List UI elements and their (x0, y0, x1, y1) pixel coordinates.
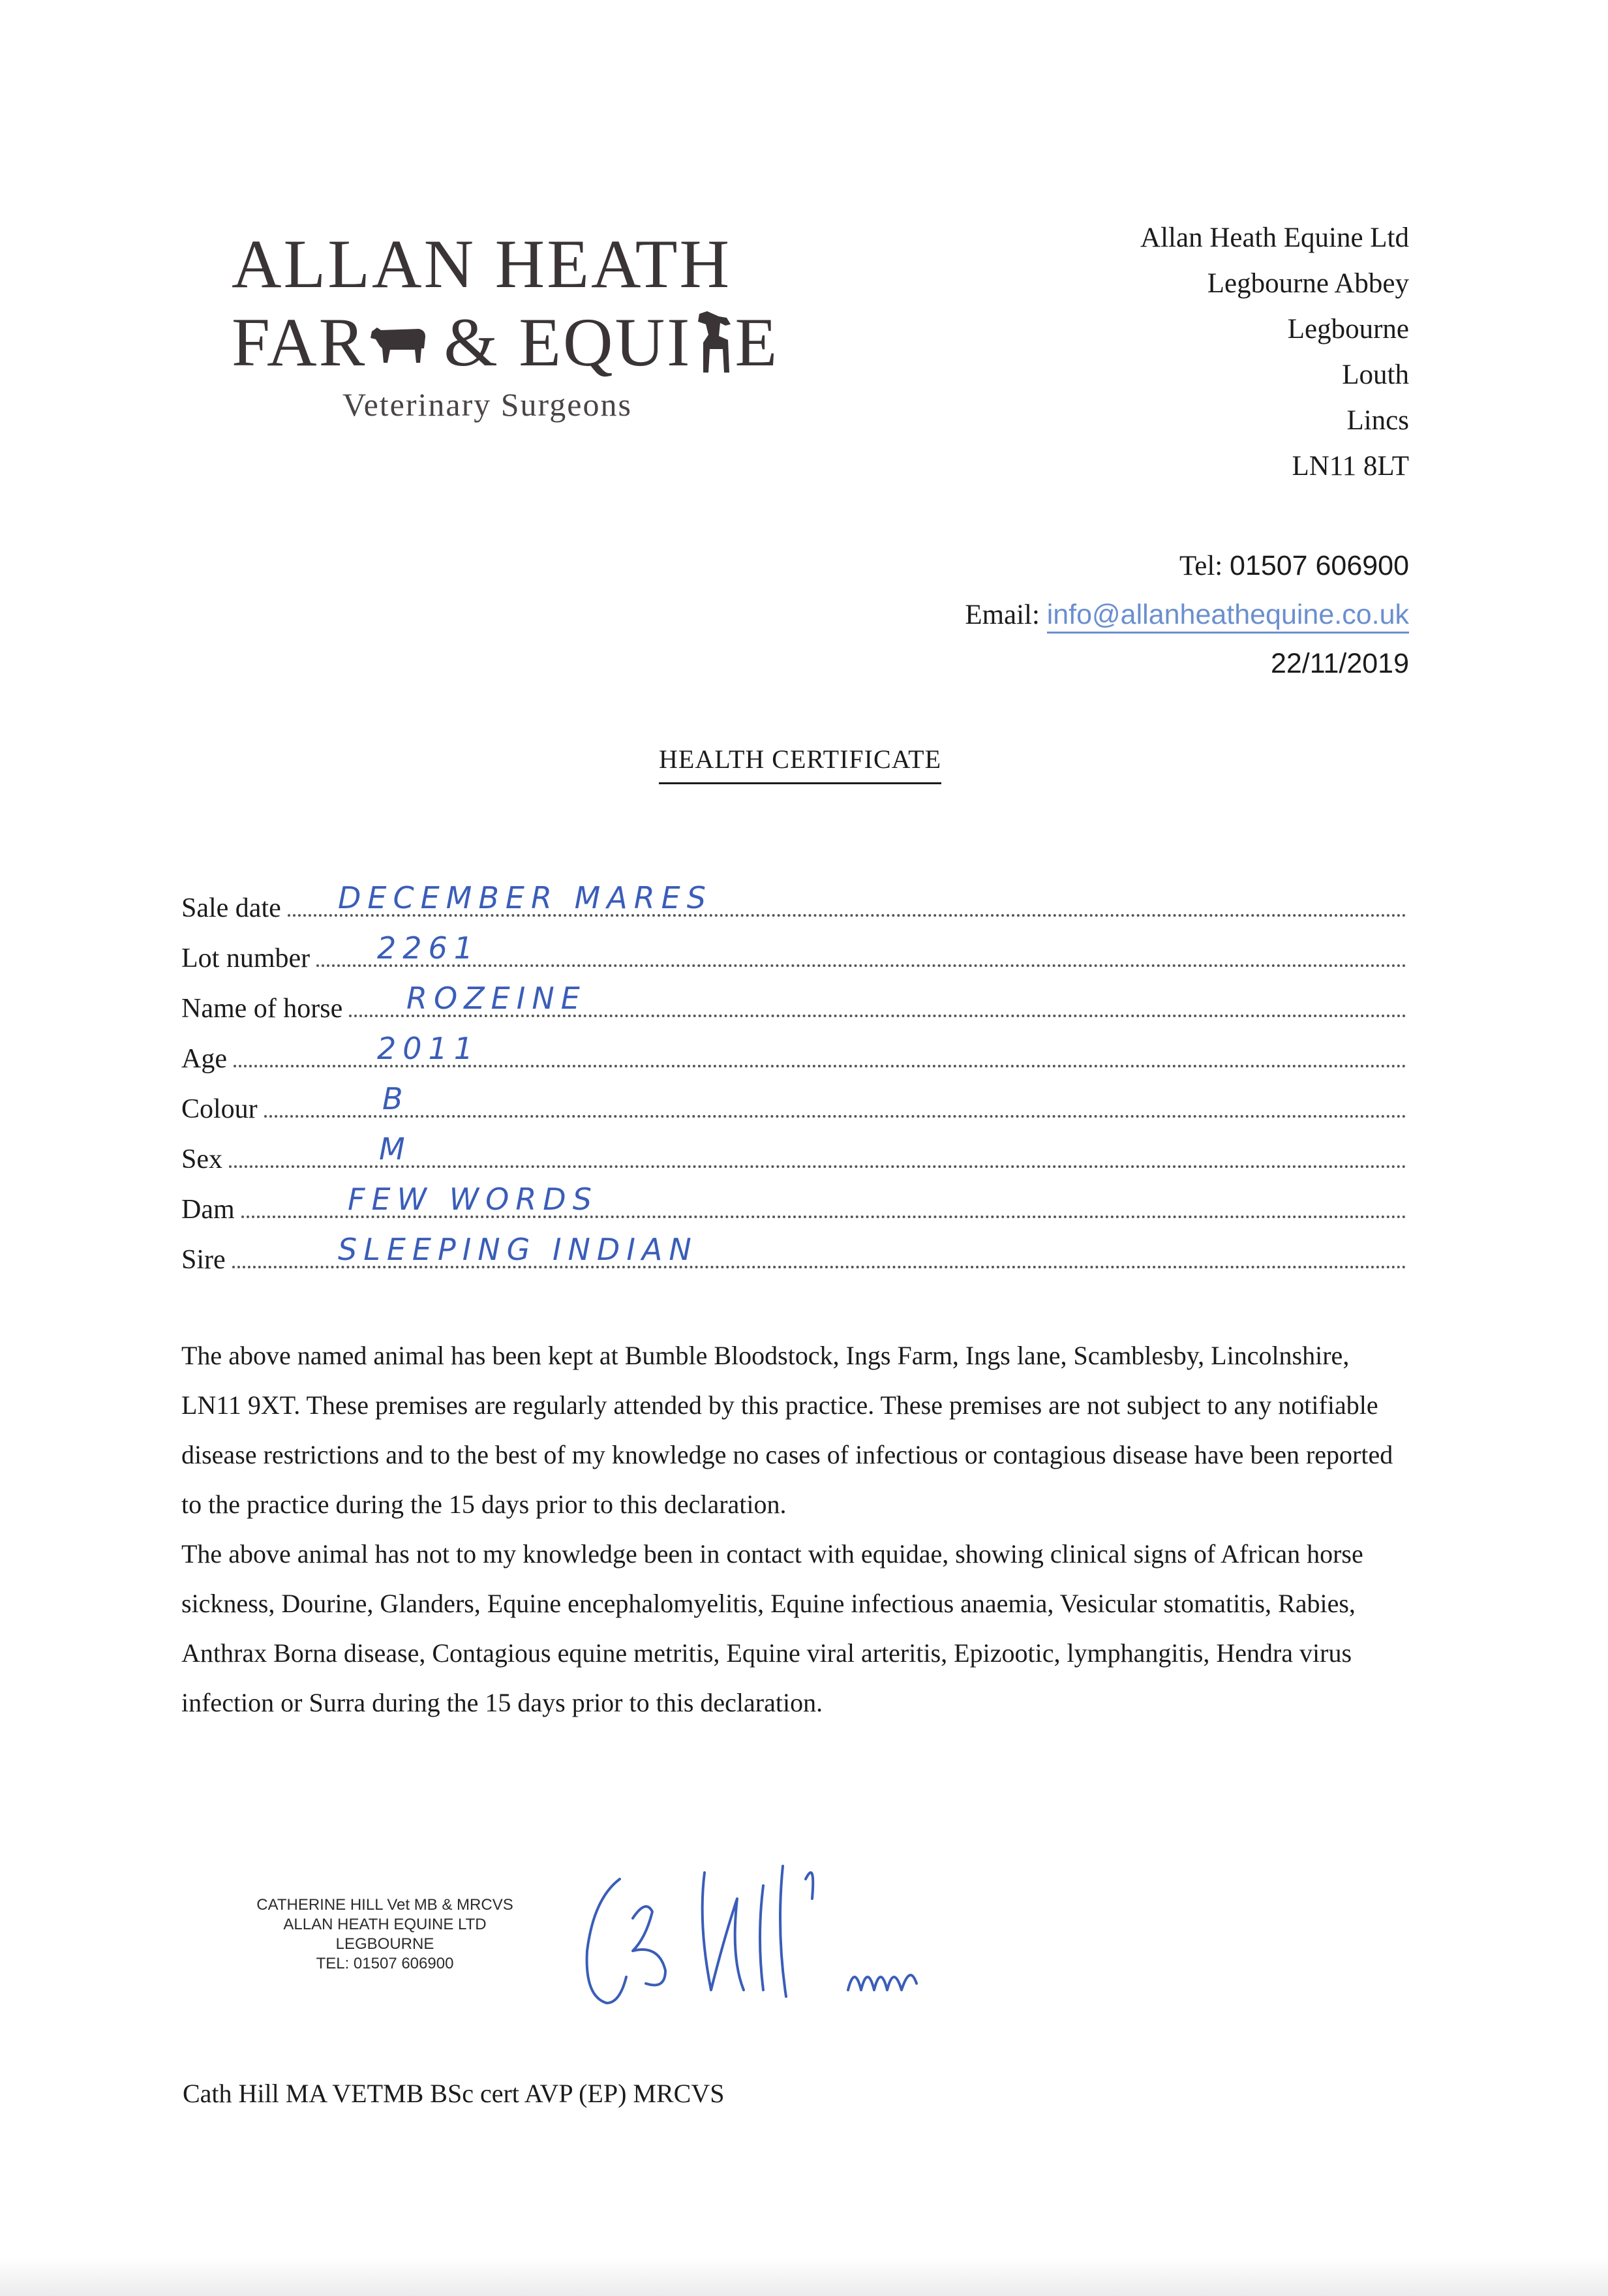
logo-line2 (232, 303, 851, 382)
scan-edge-shadow (0, 2257, 1608, 2296)
field-label: Sire (181, 1244, 232, 1276)
declaration-paragraph-2: The above animal has not to my knowledge been in contact with equidae, showing clinical signs of African horse sickness, Dourine, Glanders, Equine encephalomyelitis, Equine infectious anaemia, Vesicular stomatitis, Rabies, Anthrax Borna disease, Contagious equine metritis, Equine viral arteritis, Epizootic, lymphangitis, Hendra virus infection or Surra during the 15 days prior to this declaration. (181, 1539, 1363, 1717)
dotted-line (264, 1114, 1406, 1118)
declaration-text (181, 1331, 1408, 1728)
field-colour (181, 1075, 1406, 1125)
field-value: FEW WORDS (348, 1182, 598, 1217)
field-label: Lot number (181, 942, 316, 975)
logo-subtitle: Veterinary Surgeons (342, 386, 632, 423)
field-label: Name of horse (181, 992, 349, 1025)
email-row (757, 590, 1409, 639)
field-label: Dam (181, 1193, 241, 1226)
field-value: DECEMBER MARES (338, 880, 712, 915)
logo-line2-part3: E (735, 304, 780, 380)
stamp-line: TEL: 01507 606900 (316, 1955, 454, 1972)
field-sire (181, 1226, 1406, 1276)
telephone-row (757, 542, 1409, 590)
logo-line2-part1: FAR (232, 304, 367, 380)
dotted-line (316, 964, 1406, 967)
address-line: LN11 8LT (1292, 451, 1409, 482)
field-label: Age (181, 1043, 234, 1075)
field-label: Sale date (181, 892, 288, 925)
field-value: 2011 (377, 1031, 480, 1066)
logo-line2-part2: & EQUI (444, 304, 692, 380)
field-sex (181, 1125, 1406, 1176)
address-line: Allan Heath Equine Ltd (1140, 222, 1409, 253)
signatory-name: Cath Hill MA VETMB BSc cert AVP (EP) MRCVS (183, 2079, 725, 2108)
field-value: B (382, 1081, 410, 1116)
field-horse-name (181, 975, 1406, 1025)
address-line: Legbourne (1287, 314, 1409, 344)
field-value: M (379, 1131, 412, 1167)
address-block (822, 215, 1409, 489)
address-line: Legbourne Abbey (1207, 268, 1409, 299)
logo-line1: ALLAN HEATH (232, 226, 732, 302)
practice-logo (232, 225, 851, 423)
horse-icon (693, 310, 733, 375)
horse-details-form (181, 874, 1406, 1276)
tel-label: Tel: (1179, 551, 1223, 581)
field-value: 2261 (377, 930, 480, 966)
vet-stamp (215, 1895, 554, 1974)
field-dam (181, 1176, 1406, 1226)
field-age (181, 1025, 1406, 1075)
declaration-paragraph-1: The above named animal has been kept at Bumble Bloodstock, Ings Farm, Ings lane, Scamblesby, Lincolnshire, LN11 9XT. These premises are regularly attended by this practice. These premises are not subject to any notifiable disease restrictions and to the best of my knowledge no cases of infectious or contagious disease have been reported to the practice during the 15 days prior to this declaration. (181, 1341, 1393, 1519)
stamp-line: CATHERINE HILL Vet MB & MRCVS (256, 1896, 513, 1914)
field-sale-date (181, 874, 1406, 925)
field-label: Colour (181, 1093, 264, 1125)
email-label: Email: (965, 600, 1040, 630)
stamp-line: LEGBOURNE (335, 1935, 434, 1953)
handwritten-signature (568, 1860, 998, 2016)
contact-block (757, 542, 1409, 688)
field-value: ROZEINE (406, 981, 586, 1016)
certificate-date: 22/11/2019 (1270, 648, 1409, 679)
address-line: Lincs (1346, 405, 1409, 436)
page-title: HEALTH CERTIFICATE (659, 744, 941, 784)
field-label: Sex (181, 1143, 229, 1176)
tel-value: 01507 606900 (1229, 550, 1409, 581)
email-link[interactable]: info@allanheathequine.co.uk (1047, 599, 1409, 634)
cow-icon (368, 320, 428, 365)
field-value: SLEEPING INDIAN (338, 1232, 698, 1267)
stamp-line: ALLAN HEATH EQUINE LTD (283, 1916, 487, 1933)
field-lot-number (181, 925, 1406, 975)
address-line: Louth (1342, 360, 1409, 390)
